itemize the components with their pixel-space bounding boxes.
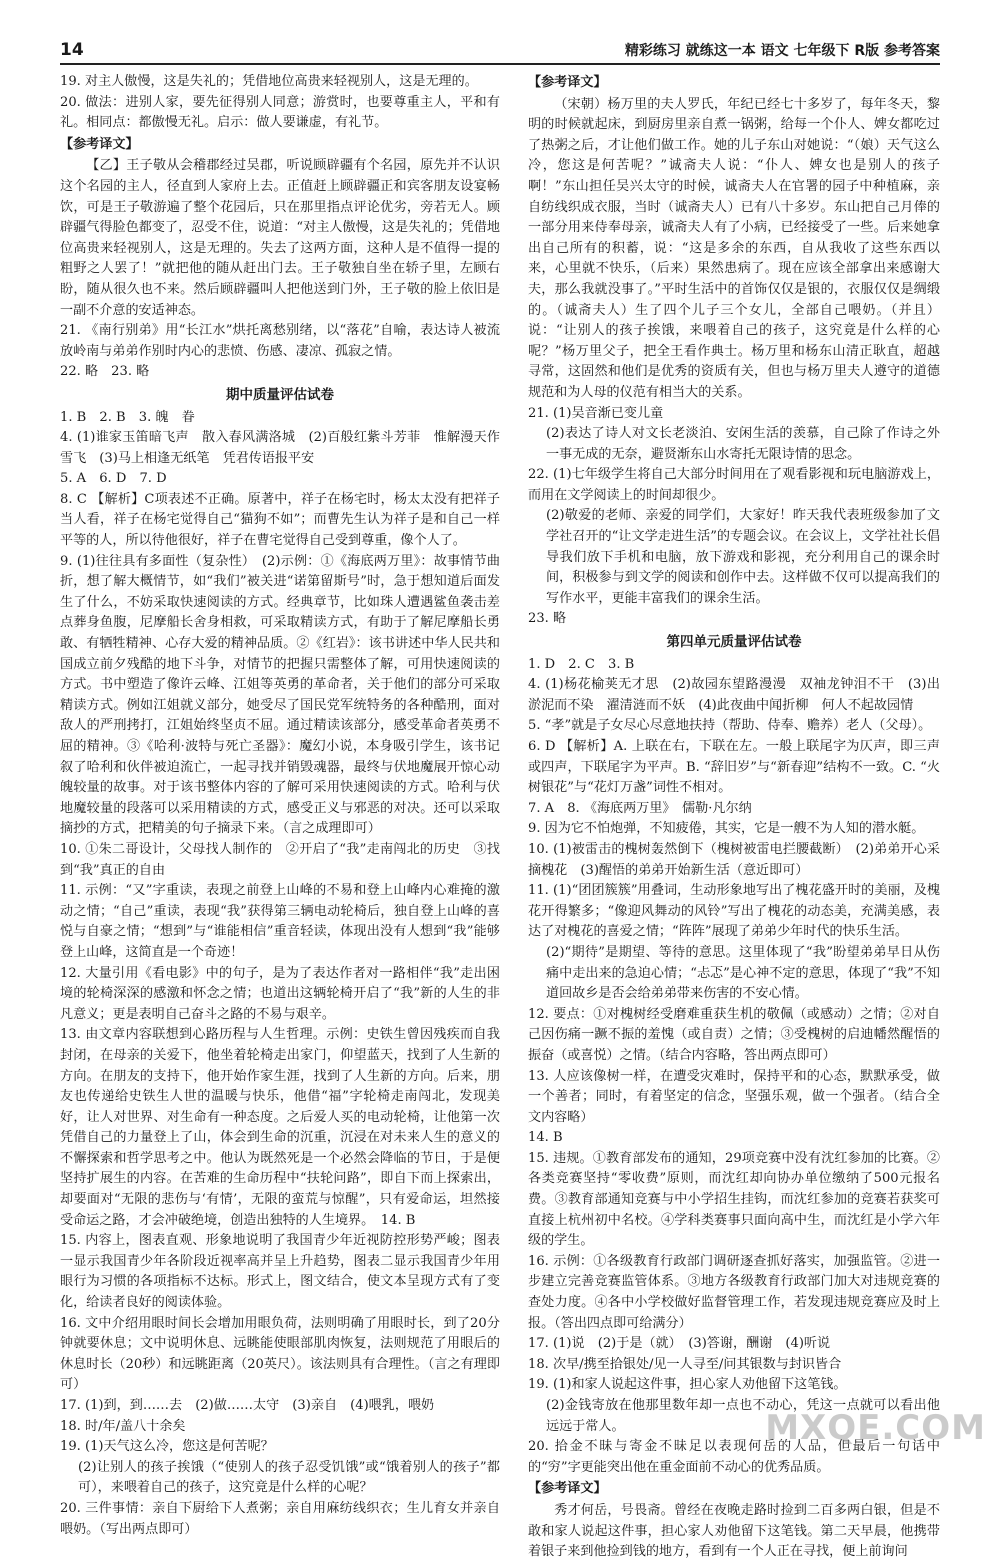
- reference-heading: 【参考译文】: [60, 136, 139, 152]
- section-title: 期中质量评估试卷: [226, 386, 334, 403]
- left-column: [60, 72, 500, 1537]
- answer-item: 5. A 6. D 7. D: [60, 471, 167, 487]
- running-head: 精彩练习 就练这一本 语文 七年级下 R版 参考答案: [624, 43, 940, 59]
- answer-item: 9. 因为它不怕炮弹，不知疲倦，其实，它是一艘不为人知的潜水艇。: [528, 821, 925, 837]
- answer-item: 18. 时/年/盖八十余矣: [60, 1418, 186, 1434]
- answer-item: 1. D 2. C 3. B: [528, 656, 635, 672]
- answer-item: 22. 略 23. 略: [60, 364, 150, 380]
- answer-item: 6. D 【解析】A. 上联在右，下联在左。一般上联尾字为仄声，即三声或四声，下联尾字为平声。B. “辞旧岁”与“新春迎”结构不一致。C. “火树银花”与“花灯万盏”词性不相对。: [528, 739, 940, 796]
- answer-item: 19. (1)天气这么冷，您这是何苦呢？: [60, 1439, 274, 1455]
- answer-item: 4. (1)谁家玉笛暗飞声 散入春风满洛城 (2)百般红紫斗芳菲 惟解漫天作雪飞 (3)马上相逢无纸笔 凭君传语报平安: [60, 430, 500, 466]
- answer-item: 22. (1)七年级学生将自己大部分时间用在了观看影视和玩电脑游戏上，而用在文学阅读上的时间却很少。: [528, 467, 940, 503]
- page-number: 14: [60, 40, 84, 60]
- answer-item: 16. 文中介绍用眼时间长会增加用眼负荷，法则明确了用眼时长，到了20分钟就要休息；文中说明休息、远眺能使眼部肌肉恢复，法则规范了用眼后的休息时长（20秒）和远眺距离（20英尺）。该法则具有合理性。（言之有理即可）: [60, 1315, 500, 1393]
- watermark-logo: MXQE.COM: [765, 1408, 986, 1448]
- answer-subitem: (2)表达了诗人对文长老淡泊、安闲生活的羡慕，自己除了作诗之外一事无成的无奈，避贤渐东山水寄托无限诗情的思念。: [546, 426, 940, 462]
- reference-heading: 【参考译文】: [528, 75, 607, 90]
- answer-item: 21. (1)吴音渐已变儿童: [528, 405, 664, 421]
- answer-item: 19. (1)和家人说起这件事，担心家人劝他留下这笔钱。: [528, 1377, 847, 1393]
- page-header: [60, 30, 940, 65]
- answer-item: 14. B: [528, 1130, 563, 1146]
- translation-paragraph: 秀才何岳，号畏斋。曾经在夜晚走路时捡到二百多两白银，但是不敢和家人说起这件事，担心家人劝他留下这笔钱。第二天早晨，他携带着银子来到他捡到钱的地方，看到有一个人正在寻找，便上前询问: [528, 1502, 940, 1560]
- answer-item: 13. 由文章内容联想到心路历程与人生哲理。示例：史铁生曾因残疾而自我封闭，在母亲的关爱下，他坐着轮椅走出家门，仰望蓝天，找到了人生新的方向。在朋友的支持下，他开始作家生涯，找到了人生新的方向。后来，朋友也传递给史铁生人世的温暖与快乐，他借“福”字轮椅走南闯北，发现美好，让人对世界、对生命有一种态度。之后爱人买的电动轮椅，让他第一次凭借自己的力量登上了山，体会到生命的沉重，沉浸在对未来人生的意义的不懈探索和哲学思考之中。他认为既然死是一个必然会降临的节日，于是便坚持扩展生的内容。在苦难的生命历程中“扶轮问路”，即自下而上探索出，却要面对“无限的悲伤与‘有情’，无限的蛮荒与惊醒”，只有爱命运，坦然接受命运之路，才会冲破绝境，创造出独特的人生境界。 14. B: [60, 1027, 500, 1228]
- answer-item: 15. 违规。①教育部发布的通知，29项竞赛中没有沈红参加的比赛。②各类竞赛坚持“零收费”原则，而沈红却向协办单位缴纳了500元报名费。③教育部通知竞赛与中小学招生挂钩，而沈红参加的竞赛若获奖可直接上杭州初中名校。④学科类赛事只面向高中生，而沈红是小学六年级的学生。: [528, 1150, 940, 1249]
- answer-item: 7. A 8. 《海底两万里》 儒勒·凡尔纳: [528, 800, 752, 816]
- answer-item: 1. B 2. B 3. 魄 眷: [60, 409, 195, 425]
- translation-paragraph: 【乙】王子敬从会稽郡经过吴郡，听说顾辟疆有个名园，原先并不认识这个名园的主人，径直到人家府上去。正值赶上顾辟疆正和宾客朋友设宴畅饮，可是王子敬游遍了整个花园后，只在那里指点评论优劣，旁若无人。顾辟疆气得脸色都变了，忍受不住，说道：“对主人傲慢，这是失礼的；凭借地位高贵来轻视别人，这是无理的。失去了这两方面，这种人是不值得一提的粗野之人罢了！”就把他的随从赶出门去。王子敬独自坐在轿子里，左顾右盼，随从很久也不来。然后顾辟疆叫人把他送到门外，王子敬的脸上依旧是一副不介意的安适神态。: [60, 158, 500, 318]
- answer-subitem: (2)金钱寄放在他那里数年却一点也不动心，凭这一点就可以看出他远远于常人。: [546, 1398, 940, 1434]
- answer-item: 9. (1)往往具有多面性（复杂性） (2)示例：①《海底两万里》：故事情节曲折，想了解大概情节，如“我们”被关进“诺第留斯号”时，急于想知道后面发生了什么，不妨采取快速阅读的方式。经典章节，比如珠人遭遇鲨鱼袭击差点葬身鱼腹，尼摩船长舍身相救，可采取精读方式，有助于了解尼摩船长勇敢、有牺牲精神、心存大爱的精神品质。②《红岩》：该书讲述中华人民共和国成立前夕残酷的地下斗争，对情节的把握只需整体了解，可用快速阅读的方式。书中塑造了像许云峰、江姐等英勇的革命者，关于他们的部分可采取精读方式。例如江姐就义部分，她受尽了国民党军统特务的各种酷刑，面对敌人的严刑拷打，江姐始终坚贞不屈。通过精读该部分，感受革命者英勇不屈的精神。③《哈利·波特与死亡圣器》：魔幻小说，本身吸引学生，该书记叙了哈利和伙伴被迫流亡，一起寻找并销毁魂器，最终与伏地魔展开惊心动魄较量的故事。对于该书整体内容的了解可采用快速阅读的方式。哈利与伏地魔较量的段落可以采用精读的方式，感受正义与邪恶的对决。还可以采取摘抄的方式，把精美的句子摘录下来。（言之成理即可）: [60, 553, 500, 837]
- answer-item: 5. “孝”就是子女尽心尽意地扶持（帮助、侍奉、赡养）老人（父母）。: [528, 718, 932, 734]
- answer-item: 23. 略: [528, 611, 567, 627]
- answer-item: 8. C 【解析】C项表述不正确。原著中，祥子在杨宅时，杨太太没有把祥子当人看，祥子在杨宅觉得自己“猫狗不如”；而曹先生认为祥子是和自己一样平等的人，所以待他很好，祥子在曹宅觉得自己受到尊重，像个人了。: [60, 491, 500, 549]
- answer-item: 13. 人应该像树一样，在遭受灾难时，保持平和的心态，默默承受，做一个善者；同时，有着坚定的信念，坚强乐观，做一个强者。（结合全文内容略）: [528, 1068, 940, 1125]
- answer-item: 20. 做法：进别人家，要先征得别人同意；游赏时，也要尊重主人，平和有礼。相同点：都傲慢无礼。启示：做人要谦虚，有礼节。: [60, 94, 500, 131]
- section-title: 第四单元质量评估试卷: [666, 634, 802, 651]
- answer-subitem: (2)敬爱的老师、亲爱的同学们，大家好！昨天我代表班级参加了文学社召开的“让文学走进生活”的专题会议。在会议上，文学社社长倡导我们放下手机和电脑，放下游戏和影视，充分利用自己的课余时间，积极参与到文学的阅读和创作中去。这样做不仅可以提高我们的写作水平，更能丰富我们的课余生活。: [546, 508, 940, 606]
- answer-subitem: (2)让别人的孩子挨饿（“使别人的孩子忍受饥饿”或“饿着别人的孩子”都可），来喂着自己的孩子，这究竟是什么样的心呢？: [78, 1459, 500, 1496]
- translation-paragraph: （宋朝）杨万里的夫人罗氏，年纪已经七十多岁了，每年冬天，黎明的时候就起床，到厨房里亲自煮一锅粥，给每一个仆人、婢女都吃过了热粥之后，才让他们做工作。她的儿子东山对她说：“（娘）天气这么冷，您这是何苦呢？”诚斋夫人说：“仆人、婢女也是别人的孩子啊！”东山担任吴兴太守的时候，诚斋夫人在官署的园子中种植麻，亲自纺线织成衣服，当时（诚斋夫人）已有八十多岁。东山把自己月俸的一部分用来侍奉母亲，诚斋夫人有了小病，已经接受了一些。后来她拿出自己所有的积蓄，说：“这是多余的东西，自从我收了这些东西以来，心里就不快乐，（后来）果然患病了。现在应该全部拿出来感谢大夫，那么我就没事了。”平时生活中的首饰仅仅是银的，衣服仅仅是绸缎的。（诚斋夫人）生了四个儿子三个女儿，全部自己喂奶。（并且）说：“让别人的孩子挨饿，来喂着自己的孩子，这究竟是什么样的心呢？”杨万里父子，把全王看作典士。杨万里和杨东山清正耿直，超越寻常，这固然和他们是优秀的资质有关，但也与杨万里夫人遵守的道德规范和为人母的仪范有相当大的关系。: [528, 96, 940, 400]
- right-column: [528, 72, 940, 1560]
- answer-item: 18. 次早/携至拾银处/见一人寻至/问其银数与封识皆合: [528, 1356, 842, 1372]
- answer-item: 17. (1)说 (2)于是（就） (3)答谢，酬谢 (4)听说: [528, 1336, 831, 1352]
- answer-item: 21. 《南行别弟》用“长江水”烘托离愁别绪，以“落花”自喻，表达诗人被流放岭南与弟弟作别时内心的悲愤、伤感、凄凉、孤寂之情。: [60, 323, 500, 359]
- answer-item: 4. (1)杨花榆荚无才思 (2)故园东望路漫漫 双袖龙钟泪不干 (3)出淤泥而不染 濯清涟而不妖 (4)此夜曲中闻折柳 何人不起故园情: [528, 677, 940, 713]
- answer-item: 15. 内容上，图表直观、形象地说明了我国青少年近视防控形势严峻；图表一显示我国青少年各阶段近视率高并呈上升趋势，图表二显示我国青少年用眼行为习惯的各项指标不达标。形式上，图文结合，使文本呈现方式有了变化，给读者良好的阅读体验。: [60, 1233, 500, 1311]
- answer-item: 20. 拾金不昧与寄金不昧足以表现何岳的人品，但最后一句话中的“穷”字更能突出他在重金面前不动心的优秀品质。: [528, 1439, 940, 1475]
- answer-subitem: (2)“期待”是期望、等待的意思。这里体现了“我”盼望弟弟早日从伤痛中走出来的急迫心情；“忐忑”是心神不定的意思，体现了“我”不知道回故乡是否会给弟弟带来伤害的不安心情。: [546, 944, 940, 1002]
- answer-item: 10. (1)被雷击的槐树轰然倒下（槐树被雷电拦腰截断） (2)弟弟开心采摘槐花 (3)醒悟的弟弟开始新生活（意近即可）: [528, 841, 940, 878]
- answer-item: 19. 对主人傲慢，这是失礼的；凭借地位高贵来轻视别人，这是无理的。: [60, 74, 478, 89]
- answer-item: 12. 大量引用《看电影》中的句子，是为了表达作者对一路相伴“我”走出困境的轮椅深深的感激和怀念之情；也道出这辆轮椅开启了“我”新的人生的非凡意义；更是表明自己奋斗之路的不易与艰辛。: [60, 965, 500, 1022]
- answer-item: 11. (1)“团团簇簇”用叠词，生动形象地写出了槐花盛开时的美丽，及槐花开得繁多；“像迎风舞动的风铃”写出了槐花的动态美，充满美感，表达了对槐花的喜爱之情；“阵阵”展现了弟弟少年时代的快乐生活。: [528, 883, 940, 940]
- answer-item: 16. 示例：①各级教育行政部门调研逐查抓好落实，加强监管。②进一步建立完善竞赛监管体系。③地方各级教育行政部门加大对违规竞赛的查处力度。④各中小学校做好监督管理工作，若发现违规竞赛应及时上报。（答出四点即可给满分）: [528, 1253, 940, 1331]
- answer-item: 20. 三件事情：亲自下厨给下人煮粥；亲自用麻纺线织衣；生儿育女并亲自喂奶。（写出两点即可）: [60, 1500, 500, 1537]
- answer-item: 12. 要点：①对槐树经受磨难重获生机的敬佩（或感动）之情；②对自己因伤痛一蹶不振的羞愧（或自责）之情；③受槐树的启迪幡然醒悟的振奋（或喜悦）之情。（结合内容略，答出两点即可）: [528, 1006, 940, 1063]
- reference-heading: 【参考译文】: [528, 1481, 607, 1497]
- answer-item: 11. 示例：“又”字重读，表现之前登上山峰的不易和登上山峰内心难掩的激动之情；“自己”重读，表现“我”获得第三辆电动轮椅后，独自登上山峰的喜悦与自豪之情；“想到”与“谁能相信”重音轻读，体现出没有人想到“我”能够登上山峰，这简直是一个奇迹！: [60, 883, 500, 960]
- answer-item: 10. ①朱二哥设计，父母找人制作的 ②开启了“我”走南闯北的历史 ③找到“我”真正的自由: [60, 841, 500, 878]
- answer-item: 17. (1)到，到……去 (2)做……太守 (3)亲自 (4)喂乳，喂奶: [60, 1398, 435, 1413]
